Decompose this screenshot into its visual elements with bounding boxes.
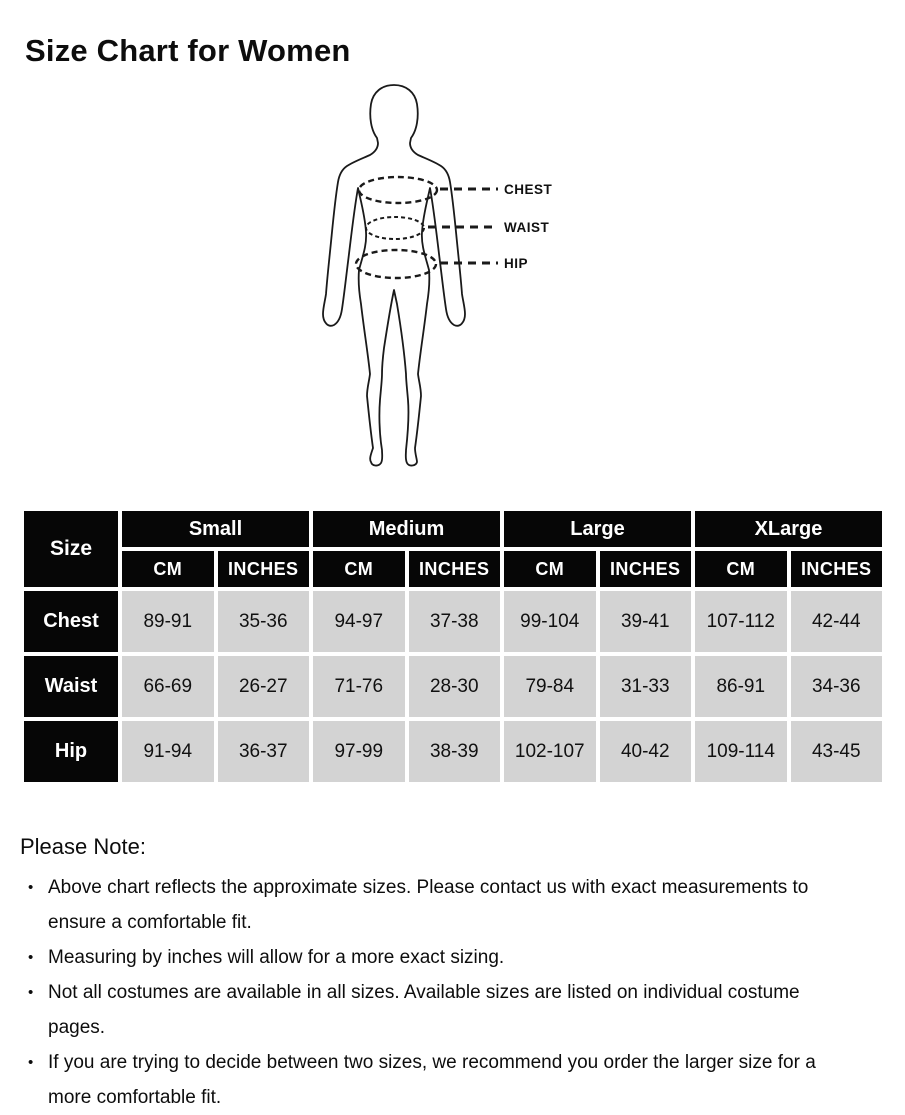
size-value-cell: 97-99 (311, 719, 407, 784)
size-value-cell: 89-91 (120, 589, 216, 654)
size-group-header-xlarge: XLarge (693, 509, 884, 549)
woman-silhouette-diagram (318, 82, 570, 476)
unit-header-large-inches: INCHES (598, 549, 694, 589)
size-value-cell: 102-107 (502, 719, 598, 784)
bullet-icon: • (28, 879, 34, 896)
size-value-cell: 91-94 (120, 719, 216, 784)
size-value-cell: 34-36 (789, 654, 885, 719)
size-value-cell: 26-27 (216, 654, 312, 719)
bullet-icon: • (28, 949, 34, 966)
unit-header-small-inches: INCHES (216, 549, 312, 589)
size-value-cell: 79-84 (502, 654, 598, 719)
note-text: If you are trying to decide between two sizes, we recommend you order the larger size for a more comfortable fit. (48, 1052, 816, 1108)
measure-row-header-hip: Hip (22, 719, 120, 784)
hip-label: HIP (504, 256, 529, 271)
size-value-cell: 39-41 (598, 589, 694, 654)
unit-header-xlarge-inches: INCHES (789, 549, 885, 589)
unit-header-xlarge-cm: CM (693, 549, 789, 589)
note-item (28, 940, 850, 975)
bullet-icon: • (28, 984, 34, 1001)
size-value-cell: 40-42 (598, 719, 694, 784)
size-value-cell: 31-33 (598, 654, 694, 719)
unit-header-large-cm: CM (502, 549, 598, 589)
woman-body-outline (323, 85, 465, 466)
size-value-cell: 71-76 (311, 654, 407, 719)
size-group-header-small: Small (120, 509, 311, 549)
size-corner-header: Size (22, 509, 120, 589)
unit-header-medium-cm: CM (311, 549, 407, 589)
size-value-cell: 43-45 (789, 719, 885, 784)
table-row-waist (22, 654, 884, 719)
notes-section (20, 834, 882, 1115)
unit-header-medium-inches: INCHES (407, 549, 503, 589)
size-value-cell: 37-38 (407, 589, 503, 654)
notes-list (20, 870, 850, 1115)
size-table-body (22, 589, 884, 784)
unit-header-small-cm: CM (120, 549, 216, 589)
measure-row-header-chest: Chest (22, 589, 120, 654)
note-text: Measuring by inches will allow for a more exact sizing. (48, 947, 505, 968)
size-value-cell: 86-91 (693, 654, 789, 719)
notes-heading: Please Note: (20, 834, 146, 859)
size-value-cell: 66-69 (120, 654, 216, 719)
size-value-cell: 28-30 (407, 654, 503, 719)
size-group-header-large: Large (502, 509, 693, 549)
size-value-cell: 109-114 (693, 719, 789, 784)
size-table-head (22, 509, 884, 589)
body-measurement-figure (318, 82, 570, 476)
size-chart-table (20, 507, 886, 786)
note-text: Above chart reflects the approximate sizes. Please contact us with exact measurements to ensure a comfortable fit. (48, 877, 809, 933)
table-row-chest (22, 589, 884, 654)
note-item (28, 870, 850, 940)
size-value-cell: 94-97 (311, 589, 407, 654)
size-value-cell: 36-37 (216, 719, 312, 784)
bullet-icon: • (28, 1054, 34, 1071)
note-item (28, 975, 850, 1045)
note-text: Not all costumes are available in all sizes. Available sizes are listed on individual costume pages. (48, 982, 800, 1038)
size-value-cell: 42-44 (789, 589, 885, 654)
size-value-cell: 107-112 (693, 589, 789, 654)
size-value-cell: 38-39 (407, 719, 503, 784)
waist-label: WAIST (504, 220, 550, 235)
page-title: Size Chart for Women (25, 32, 351, 68)
size-group-header-medium: Medium (311, 509, 502, 549)
note-item (28, 1045, 850, 1115)
measure-row-header-waist: Waist (22, 654, 120, 719)
table-row-hip (22, 719, 884, 784)
chest-label: CHEST (504, 182, 553, 197)
size-value-cell: 99-104 (502, 589, 598, 654)
size-value-cell: 35-36 (216, 589, 312, 654)
